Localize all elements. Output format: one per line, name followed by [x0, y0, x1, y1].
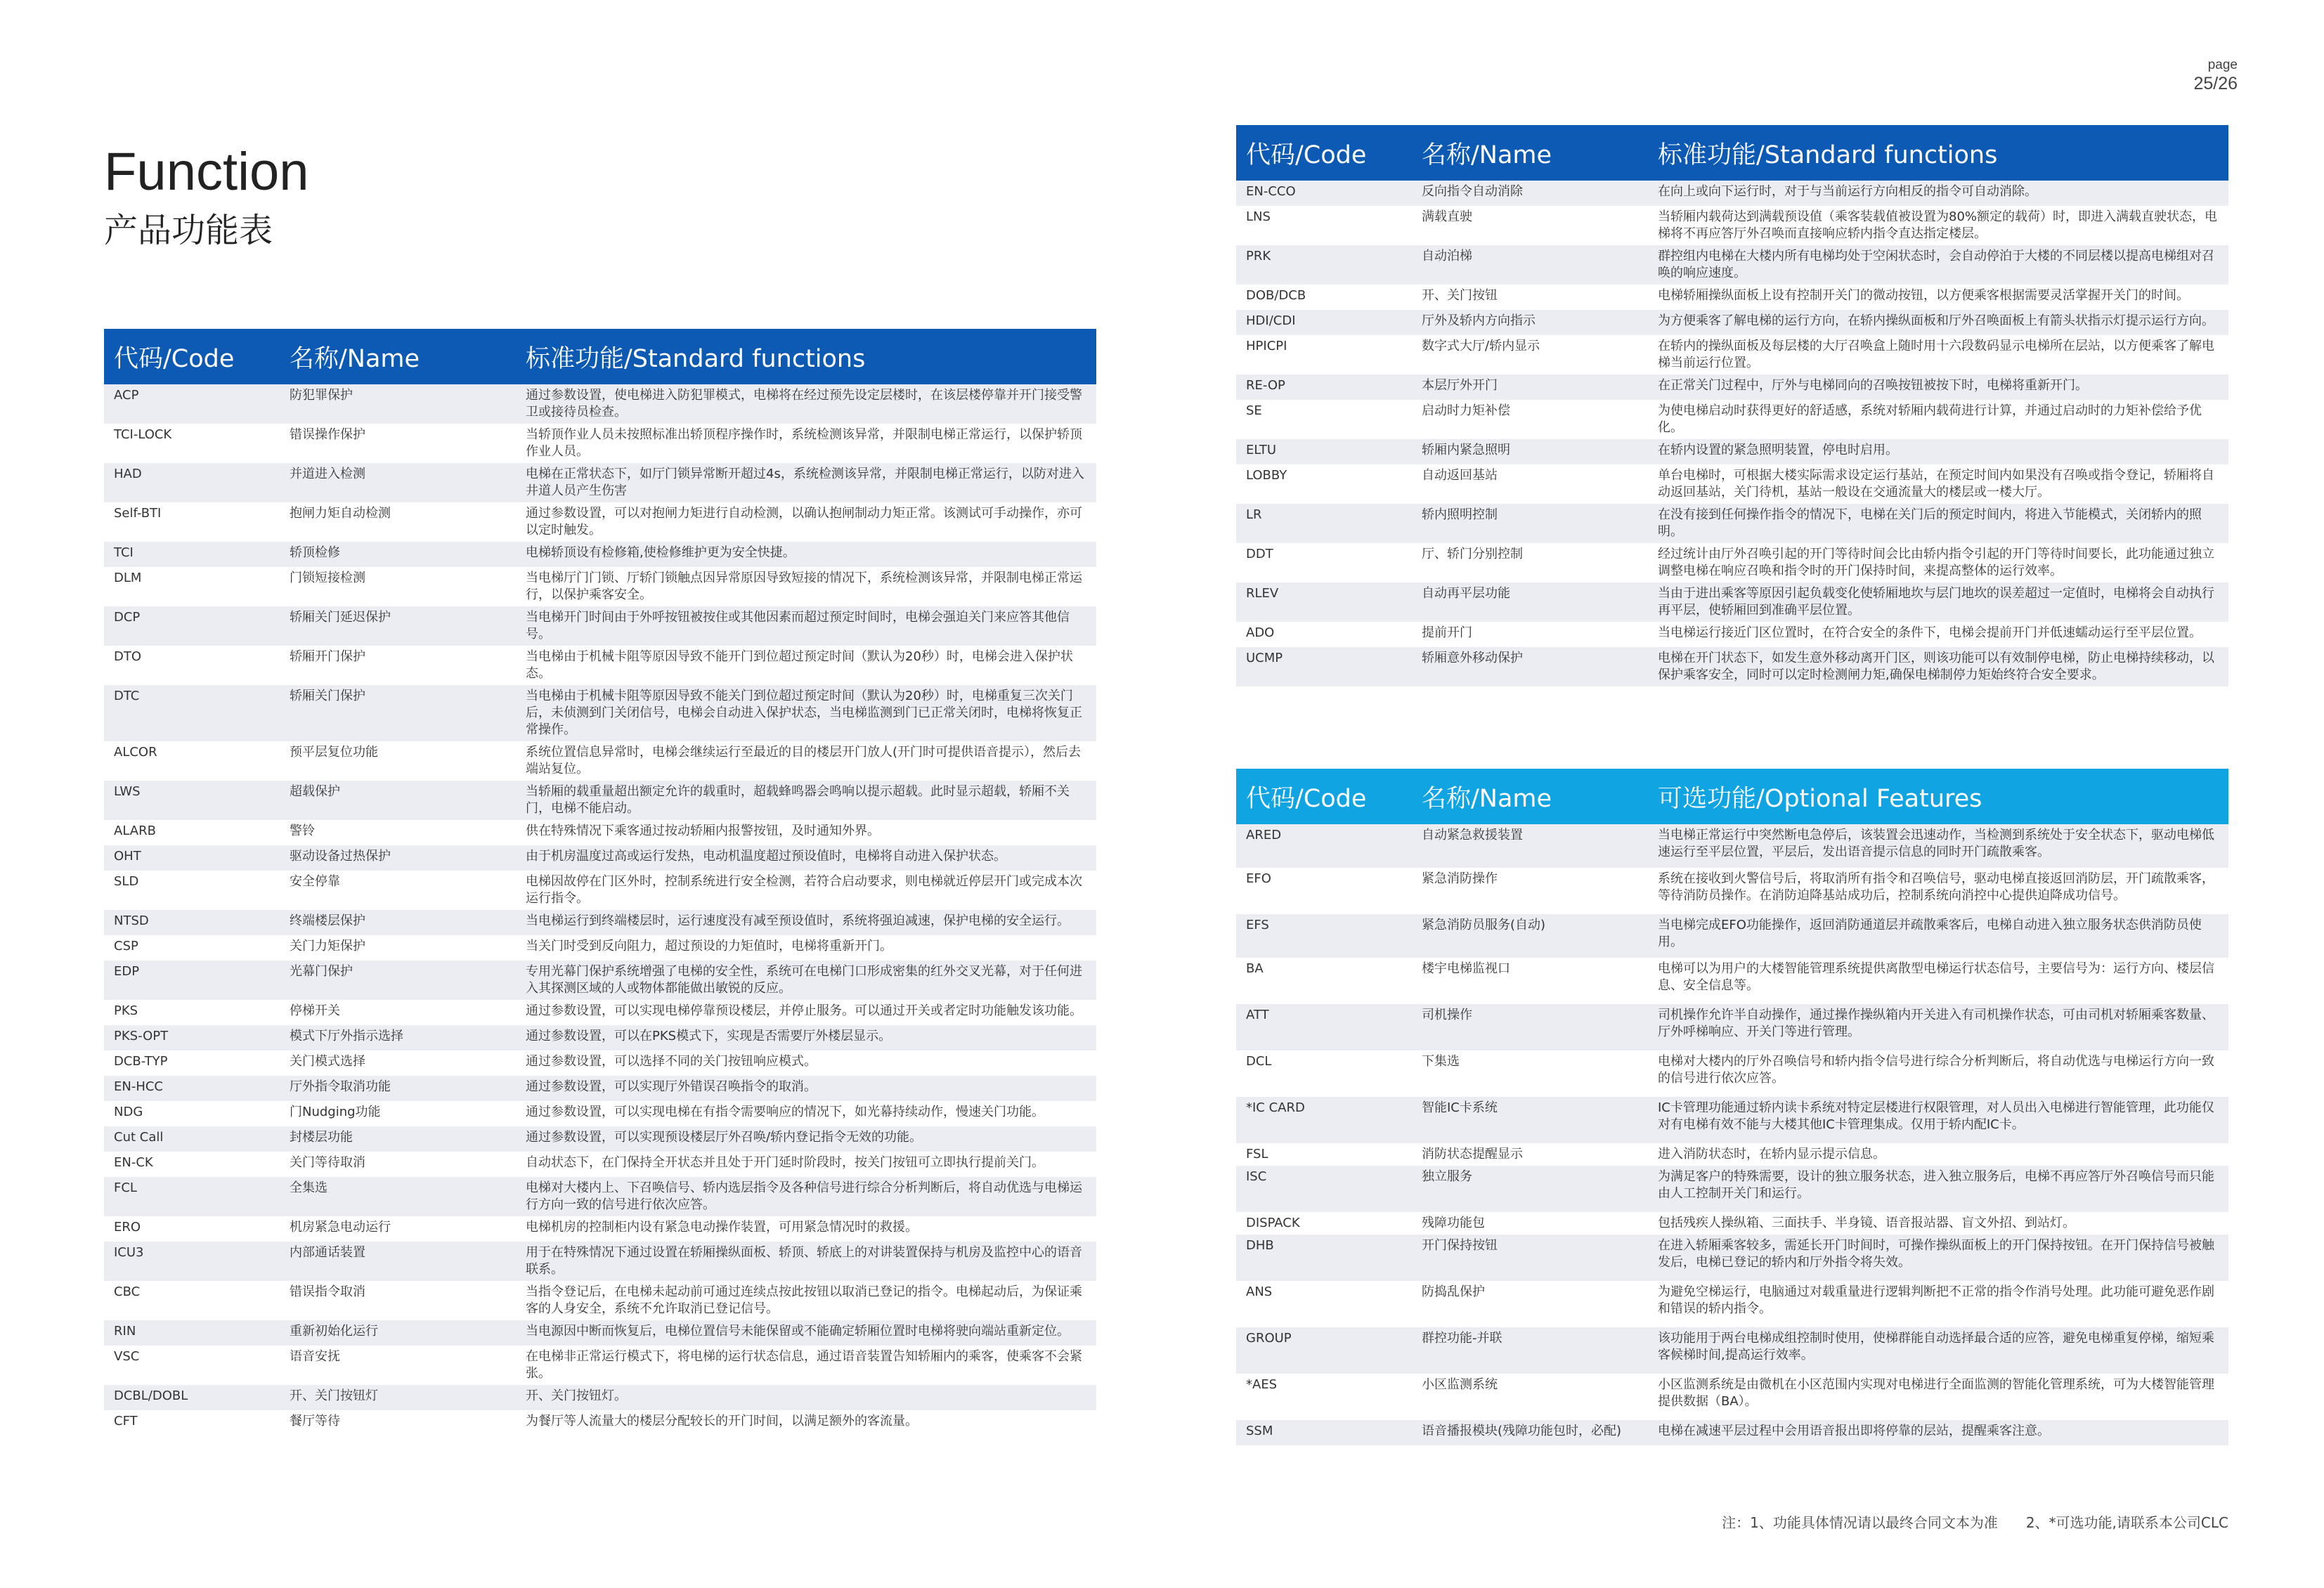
table-header-row: [104, 329, 1096, 384]
cell-code: *IC CARD: [1236, 1097, 1412, 1143]
table-row: [1236, 310, 2228, 335]
table-row: [1236, 206, 2228, 245]
cell-code: PKS-OPT: [104, 1025, 280, 1050]
cell-desc: 为避免空梯运行，电脑通过对载重量进行逻辑判断把不正常的指令作消号处理。此功能可避免恶作剧和错误的轿内指令。: [1658, 1284, 2214, 1316]
standard-functions-table-right: [1236, 125, 2228, 686]
cell-desc: 当由于进出乘客等原因引起负载变化使轿厢地坎与层门地坎的误差超过一定值时，电梯将会自动执行再平层，使轿厢回到准确平层位置。: [1648, 583, 2228, 622]
table-row: [104, 1320, 1096, 1346]
cell-name: 轿厢关门保护: [280, 685, 516, 741]
cell-desc: 进入消防状态时，在轿内显示提示信息。: [1658, 1147, 1885, 1161]
cell-desc: 为满足客户的特殊需要，设计的独立服务状态，进入独立服务后，电梯不再应答厅外召唤信号而只能由人工控制开关门和运行。: [1648, 1166, 2228, 1212]
cell-name: 关门等待取消: [290, 1155, 365, 1170]
table-row: [104, 1050, 1096, 1076]
cell-desc: 当电梯完成EFO功能操作，返回消防通道层并疏散乘客后，电梯自动进入独立服务状态供消防员使用。: [1648, 914, 2228, 958]
table-row: [104, 910, 1096, 935]
table-row: [1236, 464, 2228, 504]
cell-code: EN-CK: [114, 1155, 153, 1170]
table-row: [1236, 245, 2228, 285]
cell-code: CBC: [114, 1284, 141, 1299]
cell-name: 残障功能包: [1422, 1216, 1485, 1230]
table-row: [104, 961, 1096, 1000]
cell-code: HAD: [104, 463, 280, 502]
table-row: [104, 502, 1096, 542]
cell-desc: 电梯对大楼内的厅外召唤信号和轿内指令信号进行综合分析判断后，将自动优选与电梯运行方向一致的信号进行依次应答。: [1658, 1054, 2214, 1086]
table-row: [104, 1346, 1096, 1385]
cell-name: 超载保护: [280, 781, 516, 820]
cell-desc: 在没有接到任何操作指令的情况下，电梯在关门后的预定时间内，将进入节能模式，关闭轿内的照明。: [1648, 504, 2228, 543]
cell-desc: 当电梯正常运行中突然断电急停后，该装置会迅速动作，当检测到系统处于安全状态下，驱动电梯低速运行至平层位置，平层后，发出语音提示信息的同时开门疏散乘客。: [1648, 824, 2228, 868]
table-row: [104, 1216, 1096, 1242]
cell-name: 司机操作: [1412, 1004, 1648, 1050]
table-header-row: [1236, 769, 2228, 824]
cell-code: ADO: [1246, 625, 1275, 640]
cell-code: CSP: [114, 939, 138, 954]
cell-code: DOB/DCB: [1246, 288, 1306, 303]
header-name: 名称/Name: [280, 329, 516, 384]
cell-desc: 系统位置信息异常时，电梯会继续运行至最近的目的楼层开门放人(开门时可提供语音提示），然后去端站复位。: [526, 745, 1082, 776]
table-row: [1236, 622, 2228, 647]
cell-code: ERO: [114, 1220, 141, 1235]
table-row: [1236, 914, 2228, 958]
cell-desc: 供在特殊情况下乘客通过按动轿厢内报警按钮，及时通知外界。: [526, 824, 880, 838]
cell-name: 并道进入检测: [280, 463, 516, 502]
table-row: [104, 424, 1096, 463]
cell-code: SE: [1246, 403, 1262, 418]
cell-name: 提前开门: [1422, 625, 1472, 640]
cell-name: 防捣乱保护: [1422, 1284, 1485, 1299]
cell-code: SLD: [114, 874, 139, 889]
cell-desc: 为使电梯启动时获得更好的舒适感，系统对轿厢内载荷进行计算，并通过启动时的力矩补偿给予优化。: [1658, 403, 2202, 435]
cell-name: 抱闸力矩自动检测: [290, 506, 391, 521]
cell-desc: 当轿厢的载重量超出额定允许的载重时，超载蜂鸣器会鸣响以提示超载。此时显示超载，轿厢不关门，电梯不能启动。: [516, 781, 1096, 820]
cell-code: ARED: [1236, 824, 1412, 868]
header-code: 代码/Code: [1236, 769, 1412, 824]
cell-desc: 通过参数设置，可以实现电梯在有指令需要响应的情况下，如光幕持续动作，慢速关门功能。: [526, 1105, 1044, 1119]
cell-name: 自动返回基站: [1422, 468, 1498, 483]
table-row: [1236, 1327, 2228, 1374]
cell-code: ALCOR: [114, 745, 157, 760]
page-title: Function: [104, 142, 309, 202]
table-row: [1236, 1212, 2228, 1235]
cell-code: CFT: [114, 1414, 138, 1428]
cell-desc: 包括残疾人操纵箱、三面扶手、半身镜、语音报站器、盲文外招、到站灯。: [1658, 1216, 2075, 1230]
cell-code: ANS: [1246, 1284, 1273, 1299]
optional-features-table: [1236, 769, 2228, 1445]
cell-desc: 司机操作允许半自动操作，通过操作操纵箱内开关进入有司机操作状态，可由司机对轿厢乘客数量、厅外呼梯响应、开关门等进行管理。: [1648, 1004, 2228, 1050]
cell-name: 厅、轿门分别控制: [1422, 547, 1523, 561]
cell-code: DISPACK: [1246, 1216, 1300, 1230]
cell-desc: 在电梯非正常运行模式下，将电梯的运行状态信息，通过语音装置告知轿厢内的乘客，使乘客不会紧张。: [526, 1349, 1082, 1381]
table-row: [1236, 1374, 2228, 1420]
cell-desc: 当电梯由于机械卡阻等原因导致不能关门到位超过预定时间（默认为20秒）时，电梯重复三次关门后，未侦测到门关闭信号，电梯会自动进入保护状态，当电梯监测到门已正常关闭时，电梯将恢复正常操作。: [516, 685, 1096, 741]
cell-code: FCL: [104, 1177, 280, 1216]
table-row: [1236, 647, 2228, 686]
cell-desc: 当轿顶作业人员未按照标准出轿顶程序操作时，系统检测该异常，并限制电梯正常运行，以保护轿顶作业人员。: [526, 427, 1082, 459]
page-subtitle: 产品功能表: [104, 212, 273, 249]
footnote: 注：1、功能具体情况请以最终合同文本为准 2、*可选功能,请联系本公司CLC: [1722, 1514, 2228, 1531]
table-row: [104, 1410, 1096, 1436]
table-row: [1236, 1004, 2228, 1050]
table-row: [104, 1076, 1096, 1101]
table-row: [104, 781, 1096, 820]
cell-name: 驱动设备过热保护: [280, 845, 516, 871]
standard-functions-table-left: [104, 329, 1096, 1436]
table-row: [1236, 439, 2228, 464]
cell-name: 开、关门按钮: [1422, 288, 1498, 303]
cell-code: DHB: [1236, 1235, 1412, 1281]
table-row: [104, 1101, 1096, 1126]
cell-code: Self-BTI: [114, 506, 162, 521]
cell-name: 自动再平层功能: [1412, 583, 1648, 622]
cell-desc: 电梯可以为用户的大楼智能管理系统提供离散型电梯运行状态信号，主要信号为：运行方向、楼层信息、安全信息等。: [1658, 961, 2214, 993]
table-row: [104, 685, 1096, 741]
cell-code: VSC: [114, 1349, 140, 1364]
cell-desc: 当电梯运行接近门区位置时，在符合安全的条件下，电梯会提前开门并低速蠕动运行至平层位置。: [1658, 625, 2202, 640]
table-row: [1236, 1143, 2228, 1166]
table-row: [1236, 1235, 2228, 1281]
cell-desc: 当关门时受到反向阻力，超过预设的力矩值时，电梯将重新开门。: [526, 939, 892, 954]
cell-code: LNS: [1246, 209, 1271, 224]
cell-code: Cut Call: [104, 1126, 280, 1152]
cell-name: 停梯开关: [290, 1003, 340, 1018]
table-row: [104, 741, 1096, 781]
cell-name: 重新初始化运行: [280, 1320, 516, 1346]
table-row: [104, 935, 1096, 961]
cell-code: EDP: [104, 961, 280, 1000]
page-count: 25/26: [2193, 74, 2238, 93]
cell-name: 轿厢关门延迟保护: [280, 606, 516, 646]
cell-name: 门锁短接检测: [290, 571, 365, 585]
table-row: [104, 1177, 1096, 1216]
cell-code: EN-HCC: [104, 1076, 280, 1101]
cell-code: DTC: [104, 685, 280, 741]
table-row: [1236, 335, 2228, 375]
cell-code: EN-CCO: [1236, 181, 1412, 206]
cell-code: DCB-TYP: [114, 1054, 168, 1069]
cell-name: 语音播报模块(残障功能包时，必配): [1412, 1420, 1648, 1445]
cell-code: DCL: [1246, 1054, 1272, 1069]
cell-desc: 在向上或向下运行时，对于与当前运行方向相反的指令可自动消除。: [1648, 181, 2228, 206]
table-header-row: [1236, 125, 2228, 181]
cell-name: 轿厢开门保护: [290, 649, 365, 664]
table-row: [104, 542, 1096, 567]
cell-name: 反向指令自动消除: [1412, 181, 1648, 206]
cell-desc: 为餐厅等人流量大的楼层分配较长的开门时间，以满足额外的客流量。: [526, 1414, 918, 1428]
cell-name: 全集选: [280, 1177, 516, 1216]
table-row: [104, 845, 1096, 871]
cell-name: 厅外及轿内方向指示: [1412, 310, 1648, 335]
cell-name: 关门模式选择: [290, 1054, 365, 1069]
cell-name: 下集选: [1422, 1054, 1460, 1069]
cell-desc: 为方便乘客了解电梯的运行方向，在轿内操纵面板和厅外召唤面板上有箭头状指示灯提示运行方向。: [1648, 310, 2228, 335]
table-row: [1236, 181, 2228, 206]
cell-name: 开、关门按钮灯: [280, 1385, 516, 1410]
cell-name: 错误指令取消: [290, 1284, 365, 1299]
cell-desc: 经过统计由厅外召唤引起的开门等待时间会比由轿内指令引起的开门等待时间要长，此功能通过独立调整电梯在响应召唤和指令时的开门保持时间，来提高整体的运行效率。: [1658, 547, 2214, 578]
cell-code: HPICPI: [1246, 339, 1287, 353]
cell-desc: 用于在特殊情况下通过设置在轿厢操纵面板、轿顶、轿底上的对讲装置保持与机房及监控中心的语音联系。: [516, 1242, 1096, 1281]
cell-code: RIN: [104, 1320, 280, 1346]
cell-code: LR: [1236, 504, 1412, 543]
cell-code: SSM: [1236, 1420, 1412, 1445]
cell-name: 警铃: [290, 824, 315, 838]
cell-code: RE-OP: [1236, 375, 1412, 400]
cell-code: FSL: [1246, 1147, 1268, 1161]
cell-code: LOBBY: [1246, 468, 1287, 483]
cell-code: ACP: [104, 384, 280, 424]
cell-code: BA: [1246, 961, 1264, 976]
header-description: 标准功能/Standard functions: [516, 329, 1096, 384]
cell-code: OHT: [104, 845, 280, 871]
table-row: [1236, 1281, 2228, 1327]
table-row: [104, 820, 1096, 845]
table-row: [104, 1281, 1096, 1320]
cell-code: ALARB: [114, 824, 156, 838]
cell-desc: 电梯在开门状态下，如发生意外移动离开门区，则该功能可以有效制停电梯，防止电梯持续移动，以保护乘客安全，同时可以定时检测闸力矩,确保电梯制停力矩始终符合安全要求。: [1648, 647, 2228, 686]
cell-desc: 由于机房温度过高或运行发热，电动机温度超过预设值时，电梯将自动进入保护状态。: [516, 845, 1096, 871]
cell-code: LWS: [104, 781, 280, 820]
cell-desc: 电梯在正常状态下，如厅门锁异常断开超过4s，系统检测该异常，并限制电梯正常运行，以防对进入井道人员产生伤害: [516, 463, 1096, 502]
cell-desc: 专用光幕门保护系统增强了电梯的安全性，系统可在电梯门口形成密集的红外交叉光幕，对于任何进入其探测区域的人或物体都能做出敏锐的反应。: [516, 961, 1096, 1000]
cell-desc: 在进入轿厢乘客较多，需延长开门时间时，可操作操纵面板上的开门保持按钮。在开门保持信号被触发后，电梯已登记的轿内和厅外指令将失效。: [1648, 1235, 2228, 1281]
cell-desc: 通过参数设置，可以对抱闸力矩进行自动检测，以确认抱闸制动力矩正常。该测试可手动操作，亦可以定时触发。: [526, 506, 1082, 538]
cell-desc: 通过参数设置，可以选择不同的关门按钮响应模式。: [526, 1054, 817, 1069]
cell-desc: 当电梯开门时间由于外呼按钮被按住或其他因素而超过预定时间时，电梯会强迫关门来应答其他信号。: [516, 606, 1096, 646]
cell-name: 关门力矩保护: [290, 939, 365, 954]
cell-desc: 当电梯运行到终端楼层时，运行速度没有减至预设值时，系统将强迫减速，保护电梯的安全运行。: [516, 910, 1096, 935]
cell-desc: 当轿厢内载荷达到满载预设值（乘客装载值被设置为80%额定的载荷）时，即进入满载直驶状态，电梯将不再应答厅外召唤而直接响应轿内指令直达指定楼层。: [1658, 209, 2218, 241]
cell-name: 自动泊梯: [1412, 245, 1648, 285]
cell-code: ATT: [1236, 1004, 1412, 1050]
cell-name: 预平层复位功能: [290, 745, 378, 760]
table-row: [1236, 958, 2228, 1004]
cell-name: 安全停靠: [290, 874, 340, 889]
cell-code: DCBL/DOBL: [104, 1385, 280, 1410]
header-code: 代码/Code: [1236, 125, 1412, 181]
cell-name: 终端楼层保护: [280, 910, 516, 935]
cell-desc: 电梯因故停在门区外时，控制系统进行安全检测，若符合启动要求，则电梯就近停层开门或完成本次运行指令。: [526, 874, 1082, 906]
cell-desc: 通过参数设置，可以实现电梯停靠预设楼层，并停止服务。可以通过开关或者定时功能触发该功能。: [526, 1003, 1082, 1018]
header-name: 名称/Name: [1412, 125, 1648, 181]
header-code: 代码/Code: [104, 329, 280, 384]
header-name: 名称/Name: [1412, 769, 1648, 824]
cell-desc: 自动状态下，在门保持全开状态并且处于开门延时阶段时，按关门按钮可立即执行提前关门。: [526, 1155, 1044, 1170]
cell-name: 轿内照明控制: [1412, 504, 1648, 543]
table-row: [1236, 824, 2228, 868]
table-row: [104, 1000, 1096, 1025]
cell-desc: 群控组内电梯在大楼内所有电梯均处于空闲状态时，会自动停泊于大楼的不同层楼以提高电梯组对召唤的响应速度。: [1648, 245, 2228, 285]
cell-desc: 当电源因中断而恢复后，电梯位置信号未能保留或不能确定轿厢位置时电梯将驶向端站重新定位。: [516, 1320, 1096, 1346]
cell-name: 轿厢意外移动保护: [1412, 647, 1648, 686]
cell-desc: 当指令登记后，在电梯未起动前可通过连续点按此按钮以取消已登记的指令。电梯起动后，为保证乘客的人身安全，系统不允许取消已登记信号。: [526, 1284, 1082, 1316]
cell-name: 光幕门保护: [280, 961, 516, 1000]
cell-name: 群控功能-并联: [1412, 1327, 1648, 1374]
table-row: [104, 1385, 1096, 1410]
cell-code: PRK: [1236, 245, 1412, 285]
cell-desc: 系统在接收到火警信号后，将取消所有指令和召唤信号，驱动电梯直接返回消防层，开门疏散乘客，等待消防员操作。在消防迫降基站成功后，控制系统向消控中心提供迫降成功信号。: [1658, 871, 2214, 903]
cell-desc: 通过参数设置，可以实现预设楼层厅外召唤/轿内登记指令无效的功能。: [516, 1126, 1096, 1152]
cell-desc: 通过参数设置，可以实现厅外错误召唤指令的取消。: [516, 1076, 1096, 1101]
cell-code: ELTU: [1236, 439, 1412, 464]
page-label: page: [2207, 58, 2238, 72]
cell-code: UCMP: [1236, 647, 1412, 686]
cell-code: *AES: [1246, 1377, 1278, 1392]
cell-name: 内部通话装置: [280, 1242, 516, 1281]
table-row: [1236, 504, 2228, 543]
cell-code: ICU3: [104, 1242, 280, 1281]
cell-name: 数字式大厅/轿内显示: [1422, 339, 1540, 353]
table-row: [104, 1126, 1096, 1152]
cell-code: DCP: [104, 606, 280, 646]
table-row: [1236, 868, 2228, 914]
table-row: [104, 871, 1096, 910]
cell-name: 紧急消防员服务(自动): [1412, 914, 1648, 958]
cell-name: 小区监测系统: [1422, 1377, 1498, 1392]
cell-code: TCI: [104, 542, 280, 567]
cell-code: EFS: [1236, 914, 1412, 958]
cell-code: NDG: [114, 1105, 143, 1119]
table-row: [104, 606, 1096, 646]
cell-desc: 开、关门按钮灯。: [516, 1385, 1096, 1410]
cell-desc: 通过参数设置，可以在PKS模式下，实现是否需要厅外楼层显示。: [516, 1025, 1096, 1050]
cell-name: 语音安抚: [290, 1349, 340, 1364]
cell-desc: 电梯对大楼内上、下召唤信号、轿内选层指令及各种信号进行综合分析判断后，将自动优选与电梯运行方向一致的信号进行依次应答。: [516, 1177, 1096, 1216]
cell-code: EFO: [1246, 871, 1271, 886]
table-row: [104, 1025, 1096, 1050]
cell-name: 封楼层功能: [280, 1126, 516, 1152]
cell-code: PKS: [114, 1003, 138, 1018]
cell-name: 门Nudging功能: [290, 1105, 381, 1119]
cell-code: DDT: [1246, 547, 1273, 561]
table-row: [1236, 285, 2228, 310]
cell-code: TCI-LOCK: [114, 427, 172, 442]
cell-desc: 在轿内设置的紧急照明装置，停电时启用。: [1648, 439, 2228, 464]
cell-desc: 在正常关门过程中，厅外与电梯同向的召唤按钮被按下时，电梯将重新开门。: [1648, 375, 2228, 400]
cell-code: RLEV: [1236, 583, 1412, 622]
cell-desc: 通过参数设置，使电梯进入防犯罪模式，电梯将在经过预先设定层楼时，在该层楼停靠并开门接受警卫或接待员检查。: [516, 384, 1096, 424]
cell-name: 轿厢内紧急照明: [1412, 439, 1648, 464]
cell-name: 满载直驶: [1422, 209, 1472, 224]
cell-desc: 该功能用于两台电梯成组控制时使用，使梯群能自动选择最合适的应答，避免电梯重复停梯，缩短乘客候梯时间,提高运行效率。: [1648, 1327, 2228, 1374]
cell-desc: IC卡管理功能通过轿内读卡系统对特定层楼进行权限管理，对人员出入电梯进行智能管理，此功能仅对有电梯有效不能与大楼其他IC卡管理集成。仅用于轿内配IC卡。: [1648, 1097, 2228, 1143]
table-row: [1236, 1166, 2228, 1212]
table-row: [1236, 400, 2228, 439]
cell-name: 防犯罪保护: [280, 384, 516, 424]
table-row: [104, 384, 1096, 424]
table-row: [1236, 1050, 2228, 1097]
cell-name: 餐厅等待: [290, 1414, 340, 1428]
cell-desc: 当电梯由于机械卡阻等原因导致不能开门到位超过预定时间（默认为20秒）时，电梯会进入保护状态。: [526, 649, 1073, 681]
cell-name: 模式下厅外指示选择: [280, 1025, 516, 1050]
cell-name: 启动时力矩补偿: [1422, 403, 1510, 418]
cell-name: 错误操作保护: [290, 427, 365, 442]
table-row: [1236, 543, 2228, 583]
table-row: [104, 646, 1096, 685]
table-row: [1236, 375, 2228, 400]
cell-desc: 小区监测系统是由微机在小区范围内实现对电梯进行全面监测的智能化管理系统，可为大楼智能管理提供数据（BA）。: [1658, 1377, 2214, 1409]
table-row: [1236, 1097, 2228, 1143]
cell-name: 独立服务: [1412, 1166, 1648, 1212]
cell-code: NTSD: [104, 910, 280, 935]
cell-name: 自动紧急救援装置: [1412, 824, 1648, 868]
table-row: [1236, 583, 2228, 622]
table-row: [1236, 1420, 2228, 1445]
table-row: [104, 567, 1096, 606]
cell-code: DLM: [114, 571, 142, 585]
cell-desc: 电梯机房的控制柜内设有紧急电动操作装置，可用紧急情况时的救援。: [526, 1220, 918, 1235]
cell-name: 智能IC卡系统: [1412, 1097, 1648, 1143]
cell-desc: 电梯轿顶设有检修箱,使检修维护更为安全快捷。: [516, 542, 1096, 567]
cell-desc: 单台电梯时，可根据大楼实际需求设定运行基站，在预定时间内如果没有召唤或指令登记，轿厢将自动返回基站，关门待机，基站一般设在交通流量大的楼层或一楼大厅。: [1658, 468, 2214, 500]
cell-code: DTO: [114, 649, 142, 664]
table-row: [104, 1242, 1096, 1281]
cell-name: 本层厅外开门: [1412, 375, 1648, 400]
table-row: [104, 463, 1096, 502]
table-row: [104, 1152, 1096, 1177]
cell-name: 厅外指令取消功能: [280, 1076, 516, 1101]
cell-desc: 电梯在减速平层过程中会用语音报出即将停靠的层站，提醒乘客注意。: [1648, 1420, 2228, 1445]
cell-code: HDI/CDI: [1236, 310, 1412, 335]
cell-name: 开门保持按钮: [1412, 1235, 1648, 1281]
cell-desc: 电梯轿厢操纵面板上设有控制开关门的微动按钮，以方便乘客根据需要灵活掌握开关门的时间。: [1658, 288, 2189, 303]
cell-name: 楼宇电梯监视口: [1422, 961, 1510, 976]
page-number: [2193, 58, 2238, 94]
cell-name: 消防状态提醒显示: [1422, 1147, 1523, 1161]
cell-desc: 当电梯厅门门锁、厅轿门锁触点因异常原因导致短接的情况下，系统检测该异常，并限制电梯正常运行，以保护乘客安全。: [526, 571, 1082, 602]
header-description: 可选功能/Optional Features: [1648, 769, 2228, 824]
cell-desc: 在轿内的操纵面板及每层楼的大厅召唤盒上随时用十六段数码显示电梯所在层站，以方便乘客了解电梯当前运行位置。: [1658, 339, 2214, 370]
cell-name: 紧急消防操作: [1422, 871, 1498, 886]
cell-name: 机房紧急电动运行: [290, 1220, 391, 1235]
cell-code: ISC: [1236, 1166, 1412, 1212]
cell-code: GROUP: [1236, 1327, 1412, 1374]
header-description: 标准功能/Standard functions: [1648, 125, 2228, 181]
cell-name: 轿顶检修: [280, 542, 516, 567]
